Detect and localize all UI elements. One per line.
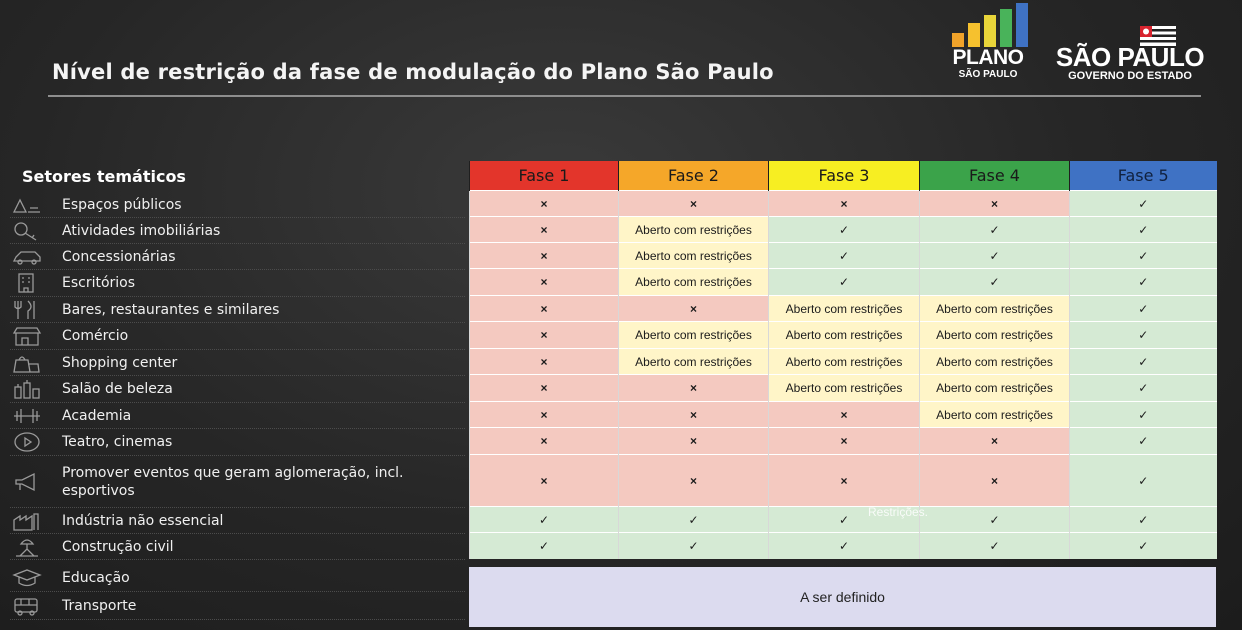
phase-header-1: Fase 1 [470,161,619,191]
closed-cell: × [470,402,619,428]
open-cell: ✓ [769,243,920,269]
sector-row [10,350,465,376]
closed-cell: × [470,217,619,243]
shopping-bags-icon [12,352,42,374]
open-cell: ✓ [920,269,1070,296]
open-cell: ✓ [619,507,769,533]
sector-label: Promover eventos que geram aglomeração, incl. esportivos [62,464,404,499]
open-cell: ✓ [769,507,920,533]
closed-cell: × [769,455,920,507]
open-cell: ✓ [1070,507,1217,533]
closed-cell: × [769,402,920,428]
closed-cell: × [920,455,1070,507]
open-cell: ✓ [769,533,920,559]
open-cell: ✓ [1070,375,1217,402]
phase-header-2: Fase 2 [619,161,769,191]
bus-icon [12,595,42,617]
title-divider [48,95,1201,97]
closed-cell: × [920,191,1070,217]
open-cell: ✓ [920,243,1070,269]
sector-label: Shopping center [62,354,178,371]
sector-row [10,429,465,456]
closed-cell: × [769,191,920,217]
sector-label: Bares, restaurantes e similares [62,301,280,318]
restricted-cell: Aberto com restrições [619,322,769,349]
closed-cell: × [619,375,769,402]
table-row [470,507,1217,533]
storefront-icon [12,325,42,347]
open-cell: ✓ [1070,191,1217,217]
restricted-cell: Aberto com restrições [619,349,769,375]
sector-label: Concessionárias [62,248,176,265]
sector-label: Espaços públicos [62,196,182,213]
open-cell: ✓ [1070,402,1217,428]
closed-cell: × [470,243,619,269]
table-row [470,322,1217,349]
open-cell: ✓ [769,217,920,243]
restricted-cell: Aberto com restrições [619,269,769,296]
restricted-cell: Aberto com restrições [619,243,769,269]
restricted-cell: Aberto com restrições [920,349,1070,375]
sector-row [10,244,465,270]
restricted-cell: Aberto com restrições [769,349,920,375]
open-cell: ✓ [1070,455,1217,507]
sector-row [10,218,465,244]
park-icon [12,194,42,216]
sector-label: Comércio [62,328,129,344]
sector-row [10,508,465,534]
beauty-bottles-icon [12,378,42,400]
to-be-defined-panel: A ser definido [469,567,1216,627]
key-icon [12,220,42,242]
restricted-cell: Aberto com restrições [769,296,920,322]
sector-label: Educação [62,569,130,586]
open-cell: ✓ [920,507,1070,533]
dumbbell-icon [12,405,42,427]
closed-cell: × [920,428,1070,455]
sector-row [10,403,465,429]
sectors-heading: Setores temáticos [22,167,186,186]
sector-label: Escritórios [62,275,136,291]
open-cell: ✓ [1070,243,1217,269]
closed-cell: × [619,455,769,507]
restricted-cell: Aberto com restrições [920,296,1070,322]
sector-row [10,376,465,403]
closed-cell: × [470,322,619,349]
sector-label: Atividades imobiliárias [62,222,221,239]
office-building-icon [12,272,42,294]
open-cell: ✓ [470,533,619,559]
sector-label: Transporte [62,597,137,614]
phase-restriction-table [469,161,1217,559]
graduation-cap-icon [12,567,42,589]
sector-label: Teatro, cinemas [62,434,173,450]
open-cell: ✓ [920,217,1070,243]
table-row [470,217,1217,243]
open-cell: ✓ [1070,269,1217,296]
plano-sao-paulo-logo [946,3,1030,83]
restricted-cell: Aberto com restrições [769,375,920,402]
play-icon [12,431,42,453]
page-title: Nível de restrição da fase de modulação do Plano São Paulo [52,60,774,84]
table-row [470,191,1217,217]
table-row [470,243,1217,269]
open-cell: ✓ [1070,296,1217,322]
open-cell: ✓ [1070,322,1217,349]
car-icon [12,246,42,268]
sector-row [10,270,465,297]
closed-cell: × [470,191,619,217]
sector-row [10,297,465,323]
open-cell: ✓ [1070,349,1217,375]
open-cell: ✓ [470,507,619,533]
sector-row [10,192,465,218]
closed-cell: × [619,191,769,217]
table-row [470,402,1217,428]
sector-label: Indústria não essencial [62,512,224,529]
construction-worker-icon [12,536,42,558]
sector-label: Salão de beleza [62,381,173,397]
phase-header-3: Fase 3 [769,161,920,191]
closed-cell: × [470,296,619,322]
phase-header-4: Fase 4 [920,161,1070,191]
open-cell: ✓ [769,269,920,296]
restricted-cell: Aberto com restrições [769,322,920,349]
table-row [470,375,1217,402]
closed-cell: × [619,402,769,428]
sector-row [10,534,465,560]
restricted-cell: Aberto com restrições [619,217,769,243]
sector-row [10,323,465,350]
logo-sp-text: SÃO PAULO [1055,42,1205,72]
phase-header-5: Fase 5 [1070,161,1217,191]
closed-cell: × [619,296,769,322]
sector-label: Academia [62,407,132,424]
table-row [470,455,1217,507]
closed-cell: × [470,269,619,296]
table-row [470,349,1217,375]
sector-row [10,592,465,620]
sector-row [10,564,465,592]
restricted-cell: Aberto com restrições [920,322,1070,349]
sector-row [10,456,465,508]
faded-overlay-text: Restrições. [868,505,929,519]
table-row [470,533,1217,559]
open-cell: ✓ [1070,428,1217,455]
logo-plano-text: PLANO [952,46,1024,69]
closed-cell: × [619,428,769,455]
fork-knife-icon [12,299,42,321]
logo-plano-subtext: SÃO PAULO [958,69,1018,80]
logo-sp-subtext: GOVERNO DO ESTADO [1068,70,1192,82]
table-row [470,269,1217,296]
table-row [470,296,1217,322]
bar-chart-logo-icon [950,3,1028,47]
open-cell: ✓ [920,533,1070,559]
sector-label: Construção civil [62,538,174,555]
phase-header-row [470,161,1217,191]
factory-icon [12,510,42,532]
restricted-cell: Aberto com restrições [920,402,1070,428]
restricted-cell: Aberto com restrições [920,375,1070,402]
open-cell: ✓ [619,533,769,559]
governo-sao-paulo-logo [1050,22,1210,84]
table-row [470,428,1217,455]
open-cell: ✓ [1070,533,1217,559]
closed-cell: × [470,455,619,507]
closed-cell: × [470,428,619,455]
closed-cell: × [470,349,619,375]
closed-cell: × [470,375,619,402]
closed-cell: × [769,428,920,455]
megaphone-icon [12,471,42,493]
open-cell: ✓ [1070,217,1217,243]
